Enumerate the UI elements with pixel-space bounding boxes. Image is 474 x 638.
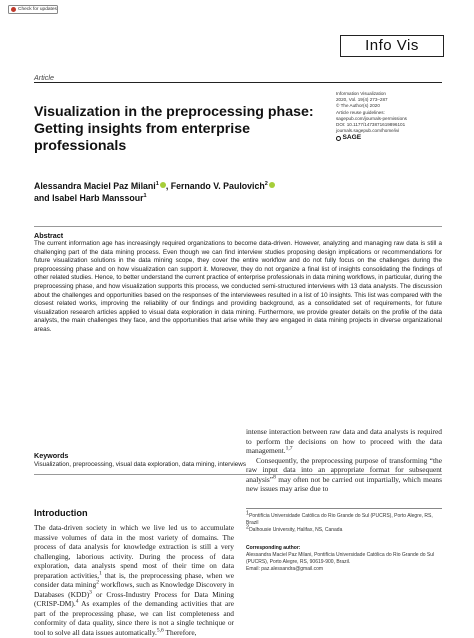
introduction-left-column [34,523,234,638]
journal-logo: Info Vis [340,35,444,57]
corresponding-author-heading: Corresponding author: [246,545,301,551]
crossmark-icon [11,7,16,12]
citation-ref[interactable]: 1,7 [285,445,293,452]
volume-pages: 2020, Vol. 19(4) 273–287 [336,97,388,103]
sage-logo-icon [336,136,341,141]
author-list: Alessandra Maciel Paz Milani$^1$ , Fernando V. Paulovich$^2$ and Isabel Harb Manssour$^1$ [34,180,434,204]
keywords-heading: Keywords [34,451,69,460]
body-paragraph: The data-driven society in which we live led us to accumulate massive volumes of data in the most variety of domains. The process of data analysis for knowledge extraction is still a very challenging, laborious activity. During the process of data exploration, data analysts spend most of their time on data preparation activities,$^1$ that is, the preprocessing phase, when we consider data mining$^2$ workflows, such as Knowledge Discovery in Databases (KDD)$^3$ or Cross-Industry Process for Data Mining (CRISP-DM).$^4$ As examples of the demanding activities that are part of the preprocessing phase, we can list completeness and conformity of data quality, since there is not a single technique or tool to solve all data issues automatically.$^{5,6}$ Therefore, [34,523,235,638]
citation-ref[interactable]: 4 [75,598,79,605]
author-name: Alessandra Maciel Paz Milani [34,181,156,191]
citation-ref[interactable]: 8 [273,474,276,481]
check-for-updates-label: Check for updates [18,7,57,12]
citation-ref[interactable]: 3 [89,589,92,596]
citation-ref[interactable]: 2 [96,579,99,586]
author-name: and Isabel Harb Manssour [34,193,144,203]
header-rule [34,82,442,83]
publication-info [336,91,444,142]
check-for-updates-badge[interactable] [8,5,58,14]
permissions-link[interactable]: sagepub.com/journals-permissions [336,115,407,121]
author-affiliation-mark: 1 [155,181,159,188]
citation-ref[interactable]: 1 [99,570,102,577]
body-paragraph: Consequently, the preprocessing purpose of transforming “the raw input data into an appropriate format for subsequent analysis”$^8$ may often not be carried out impartially, which means new issues may arise due to [246,455,442,494]
corresponding-author [246,545,442,573]
keywords-text: Visualization, preprocessing, visual data exploration, data mining, interviews [34,461,246,468]
corresponding-author-address: Alessandra Maciel Paz Milani, Pontifícia Universidade Católica do Rio Grande do Sul (PUCRS), Porto Alegre, RS, 90619-900, Brazil. [246,552,435,565]
copyright: © The Author(s) 2020 [336,103,380,109]
author-name: Fernando V. Paulovich [170,181,265,191]
introduction-heading: Introduction [34,508,88,518]
author-affiliation-mark: 1 [143,193,147,200]
article-title: Visualization in the preprocessing phase: Getting insights from enterprise professionals [34,104,314,154]
introduction-right-column [246,427,442,494]
journal-home-link[interactable]: journals.sagepub.com/home/ivi [336,128,400,134]
affiliation-item: $^2$Dalhousie University, Halifax, NS, Canada [246,524,343,533]
abstract-text: The current information age has increasingly required organizations to become data-driven. However, analyzing and managing raw data is still a challenging part of the data mining process. Even though we can find interview studies proposing design implications or recommendations for future visualization solutions in the data mining scope, they cover the entire workflow and do not fully focus on the challenges during the preprocessing phase and on how visualization can support it. Moreover, they do not organize a final list of insights consolidating the findings of other related studies. Hence, to better understand the current practice of enterprise professionals in data mining workflows, in particular, during the preprocessing phase, and how visualization supports this process, we conducted semi-structured interviews with 13 data analysts. The discussion about the challenges and opportunities based on the responses of the interviewees resulted in a list of 10 insights. This list was compared with the closest related works, improving the reliability of our findings and providing background, as a consolidated set of requirements, for future visualization research articles applied to visual data exploration in data mining. Furthermore, we provide greater details on the profile of the data analysts, the main challenges they face, and the opportunities that arise while they are engaged in data mining projects in diverse organizational areas. [34,240,442,333]
citation-ref[interactable]: 5,6 [156,627,164,634]
publisher-name: SAGE [342,134,362,142]
author-affiliation-mark: 2 [264,181,268,188]
footnote-rule [246,508,442,509]
affiliations [246,510,442,534]
journal-name: Information Visualization [336,91,386,96]
orcid-icon[interactable] [269,182,275,188]
doi-link[interactable]: DOI: 10.1177/1473871619896101 [336,122,406,128]
article-type-label: Article [34,73,54,82]
abstract-rule-top [34,226,442,227]
abstract-heading: Abstract [34,231,64,240]
publisher-logo [336,135,444,141]
affiliation-item: $^1$Pontifícia Universidade Católica do Rio Grande do Sul (PUCRS), Porto Alegre, RS, Brazil [246,510,433,526]
corresponding-author-email[interactable]: Email: paz.alessandra@gmail.com [246,566,324,572]
reuse-guidelines: Article reuse guidelines: [336,109,385,115]
body-paragraph: intense interaction between raw data and data analysts is required to perform the decisions on how to proceed with the data management.$^{1,7}$ [246,427,442,456]
